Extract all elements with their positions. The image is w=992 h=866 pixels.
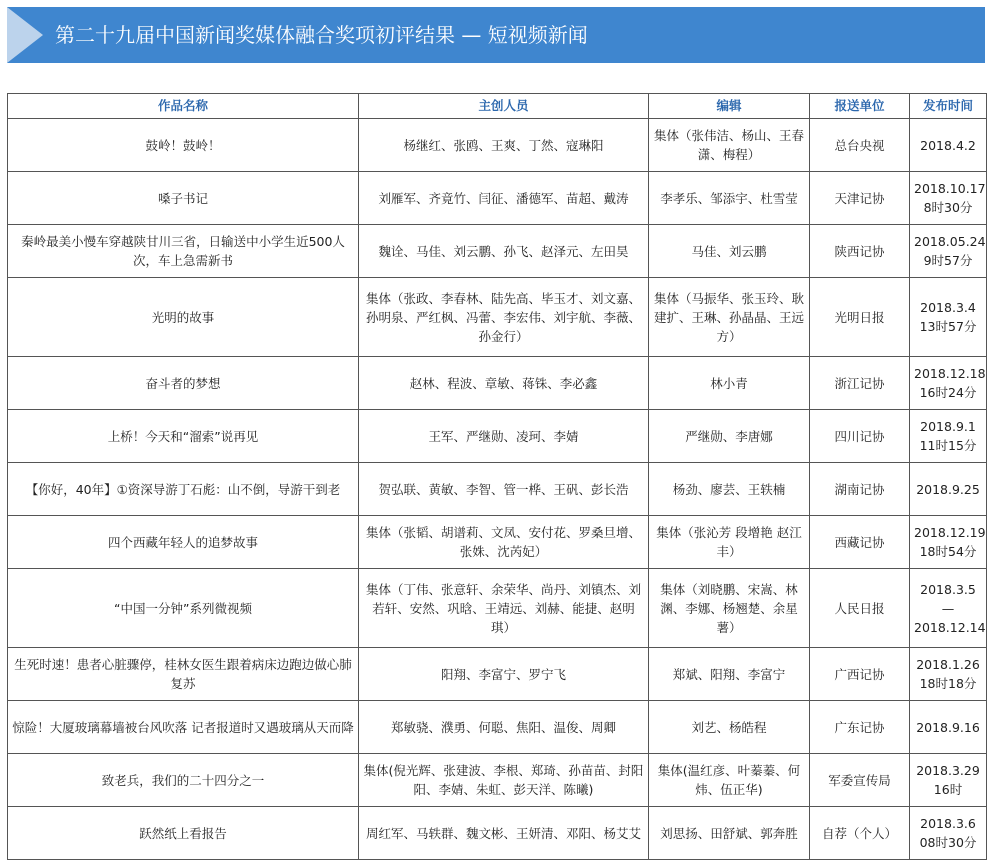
entry-title: 惊险！大厦玻璃幕墙被台风吹落 记者报道时又遇玻璃从天而降	[8, 701, 359, 754]
entry-date: 2018.9.1 11时15分	[910, 410, 987, 463]
entry-title: “中国一分钟”系列微视频	[8, 569, 359, 648]
entry-date: 2018.05.24 9时57分	[910, 225, 987, 278]
column-header-date: 发布时间	[910, 94, 987, 119]
table-row	[8, 463, 987, 516]
entry-editors: 杨劲、廖芸、王轶楠	[649, 463, 810, 516]
entry-editors: 集体(温红彦、叶蓁蓁、何炜、伍正华)	[649, 754, 810, 807]
table-header-row	[8, 94, 987, 119]
entry-unit: 天津记协	[810, 172, 910, 225]
table-row	[8, 357, 987, 410]
entry-editors: 林小青	[649, 357, 810, 410]
entry-creators: 郑敏骁、濮勇、何聪、焦阳、温俊、周卿	[359, 701, 649, 754]
entry-date: 2018.4.2	[910, 119, 987, 172]
entry-title: 致老兵，我们的二十四分之一	[8, 754, 359, 807]
entry-editors: 集体（张伟洁、杨山、王春潇、梅程）	[649, 119, 810, 172]
entry-editors: 集体（张沁芳 段增艳 赵江丰）	[649, 516, 810, 569]
entry-title: 上桥！今天和“溜索”说再见	[8, 410, 359, 463]
entry-creators: 集体（张韬、胡谱莉、文凤、安付花、罗桑旦增、张姝、沈芮妃）	[359, 516, 649, 569]
entry-date: 2018.3.29 16时	[910, 754, 987, 807]
table-row	[8, 701, 987, 754]
entry-creators: 刘雁军、齐竟竹、闫征、潘德军、苗超、戴涛	[359, 172, 649, 225]
entry-unit: 总台央视	[810, 119, 910, 172]
entry-unit: 自荐（个人）	[810, 807, 910, 860]
entry-creators: 阳翔、李富宁、罗宁飞	[359, 648, 649, 701]
entry-date: 2018.1.26 18时18分	[910, 648, 987, 701]
entry-date: 2018.3.5— 2018.12.14	[910, 569, 987, 648]
entry-editors: 马佳、刘云鹏	[649, 225, 810, 278]
entry-creators: 周红军、马轶群、魏文彬、王妍清、邓阳、杨艾艾	[359, 807, 649, 860]
table-row	[8, 119, 987, 172]
entry-editors: 严继勋、李唐娜	[649, 410, 810, 463]
entry-title: 【你好，40年】①资深导游丁石彪：山不倒，导游干到老	[8, 463, 359, 516]
table-row	[8, 807, 987, 860]
table-row	[8, 516, 987, 569]
table-row	[8, 278, 987, 357]
entry-creators: 集体（张政、李春林、陆先高、毕玉才、刘文嘉、孙明泉、严红枫、冯蕾、李宏伟、刘宇航、李薇、孙金行）	[359, 278, 649, 357]
entry-creators: 王军、严继勋、凌珂、李婧	[359, 410, 649, 463]
entry-creators: 赵林、程波、章敏、蒋铢、李必鑫	[359, 357, 649, 410]
entry-title: 嗓子书记	[8, 172, 359, 225]
entry-creators: 贺弘联、黄敏、李智、管一桦、王矾、彭长浩	[359, 463, 649, 516]
table-row	[8, 225, 987, 278]
entry-title: 跃然纸上看报告	[8, 807, 359, 860]
entry-editors: 集体（马振华、张玉玲、耿建扩、王琳、孙晶晶、王远方）	[649, 278, 810, 357]
entry-editors: 刘思扬、田舒斌、郭奔胜	[649, 807, 810, 860]
column-header-unit: 报送单位	[810, 94, 910, 119]
entry-creators: 杨继红、张鸥、王爽、丁然、寇琳阳	[359, 119, 649, 172]
entry-title: 四个西藏年轻人的追梦故事	[8, 516, 359, 569]
table-row	[8, 569, 987, 648]
entry-unit: 广西记协	[810, 648, 910, 701]
entry-date: 2018.9.25	[910, 463, 987, 516]
entry-title: 生死时速！患者心脏骤停，桂林女医生跟着病床边跑边做心肺复苏	[8, 648, 359, 701]
entry-date: 2018.10.17 8时30分	[910, 172, 987, 225]
results-table	[7, 93, 987, 860]
page-banner	[7, 7, 985, 63]
entry-unit: 人民日报	[810, 569, 910, 648]
table-row	[8, 648, 987, 701]
entry-editors: 刘艺、杨皓程	[649, 701, 810, 754]
table-row	[8, 172, 987, 225]
entry-date: 2018.12.18 16时24分	[910, 357, 987, 410]
entry-title: 秦岭最美小慢车穿越陕甘川三省，日输送中小学生近500人次，车上急需新书	[8, 225, 359, 278]
entry-date: 2018.3.4 13时57分	[910, 278, 987, 357]
entry-creators: 魏诠、马佳、刘云鹏、孙飞、赵泽元、左田昊	[359, 225, 649, 278]
entry-unit: 四川记协	[810, 410, 910, 463]
entry-creators: 集体（丁伟、张意轩、余荣华、尚丹、刘镇杰、刘若轩、安然、巩晗、王靖远、刘赫、能捷、赵明琪）	[359, 569, 649, 648]
entry-editors: 郑斌、阳翔、李富宁	[649, 648, 810, 701]
entry-date: 2018.3.6 08时30分	[910, 807, 987, 860]
entry-unit: 广东记协	[810, 701, 910, 754]
entry-editors: 集体（刘晓鹏、宋嵩、林渊、李娜、杨翘楚、余星薯）	[649, 569, 810, 648]
entry-creators: 集体(倪光辉、张建波、李根、郑琦、孙苗苗、封阳阳、李婧、朱虹、彭天洋、陈曦)	[359, 754, 649, 807]
entry-unit: 光明日报	[810, 278, 910, 357]
column-header-editors: 编辑	[649, 94, 810, 119]
entry-title: 光明的故事	[8, 278, 359, 357]
entry-unit: 浙江记协	[810, 357, 910, 410]
entry-unit: 军委宣传局	[810, 754, 910, 807]
entry-unit: 陕西记协	[810, 225, 910, 278]
entry-date: 2018.12.19 18时54分	[910, 516, 987, 569]
column-header-creators: 主创人员	[359, 94, 649, 119]
entry-editors: 李孝乐、邹添宇、杜雪莹	[649, 172, 810, 225]
entry-unit: 湖南记协	[810, 463, 910, 516]
entry-date: 2018.9.16	[910, 701, 987, 754]
page-title: 第二十九届中国新闻奖媒体融合奖项初评结果 — 短视频新闻	[55, 23, 588, 47]
entry-title: 奋斗者的梦想	[8, 357, 359, 410]
entry-unit: 西藏记协	[810, 516, 910, 569]
table-row	[8, 754, 987, 807]
entry-title: 鼓岭！鼓岭！	[8, 119, 359, 172]
column-header-title: 作品名称	[8, 94, 359, 119]
banner-arrow-icon	[7, 7, 43, 63]
table-row	[8, 410, 987, 463]
